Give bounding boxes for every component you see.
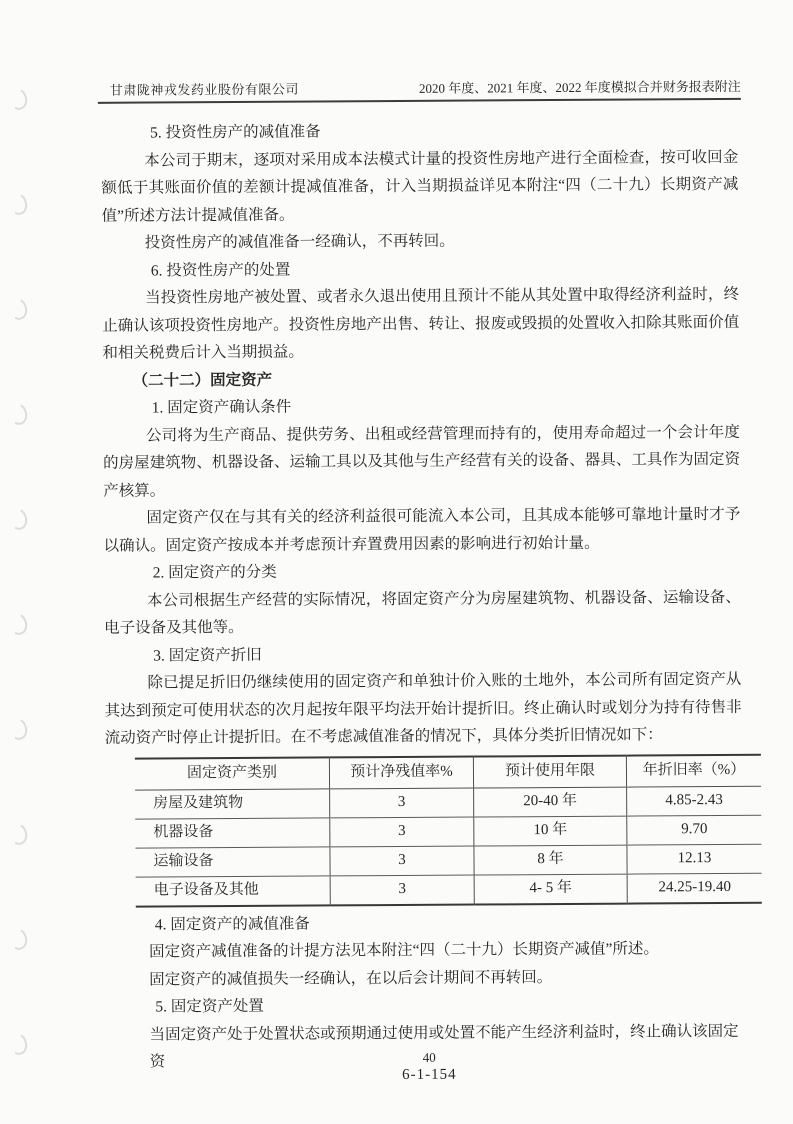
section-heading-fixed-assets: （二十二）固定资产 <box>132 371 273 390</box>
cell-useful-life: 20-40 年 <box>474 787 627 817</box>
cell-useful-life: 8 年 <box>474 845 627 875</box>
page-footer <box>4 1048 793 1087</box>
cell-annual-rate: 24.25-19.40 <box>627 873 762 903</box>
depreciation-table-head <box>135 754 761 789</box>
para-impairment-no-reversal-fixed: 固定资产的减值损失一经确认，在以后会计期间不再转回。 <box>149 968 553 989</box>
page-header <box>110 76 741 99</box>
cell-residual-rate: 3 <box>330 817 474 847</box>
header-cell-residual-rate: 预计净残值率% <box>329 756 473 788</box>
heading-fixed-asset-disposal: 5. 固定资产处置 <box>155 997 264 1016</box>
para-investment-disposal: 当投资性房地产被处置、或者永久退出使用且预计不能从其处置中取得经济利益时，终止确认该项投资性房地产。投资性房地产出售、转让、报废或毁损的处置收入扣除其账面价值和相关税费后计入当期损益。 <box>102 285 740 362</box>
para-fixed-asset-disposal: 当固定资产处于处置状态或预期通过使用或处置不能产生经济利益时，终止确认该固定资 <box>149 1022 739 1071</box>
cell-residual-rate: 3 <box>330 788 474 818</box>
doc-page-number: 6-1-154 <box>402 1066 457 1083</box>
table-header-row <box>135 754 761 789</box>
cell-useful-life: 10 年 <box>474 816 627 846</box>
para-recognition-measurement: 固定资产仅在与其有关的经济利益很可能流入本公司，且其成本能够可靠地计量时才予以确认。固定资产按成本并考虑预计弃置费用因素的影响进行初始计量。 <box>103 505 741 555</box>
depreciation-table <box>135 753 762 907</box>
cell-category: 运输设备 <box>135 846 330 876</box>
heading-fixed-asset-impairment: 4. 固定资产的减值准备 <box>154 915 310 933</box>
table-row <box>135 844 761 877</box>
report-title: 2020 年度、2021 年度、2022 年度模拟合并财务报表附注 <box>418 78 741 96</box>
para-depreciation-method: 除已提足折旧仍继续使用的固定资产和单独计价入账的土地外，本公司所有固定资产从其达到预定可使用状态的次月起按年限平均法开始计提折旧。终止确认时或划分为持有待售非流动资产时停止计提折旧。在不考虑减值准备的情况下，具体分类折旧情况如下： <box>104 670 742 747</box>
cell-annual-rate: 12.13 <box>627 844 762 874</box>
cell-annual-rate: 9.70 <box>627 815 762 845</box>
header-cell-category: 固定资产类别 <box>135 757 330 790</box>
cell-category: 房屋及建筑物 <box>135 788 330 818</box>
document-body <box>101 116 744 1076</box>
heading-investment-property-impairment: 5. 投资性房产的减值准备 <box>150 123 321 142</box>
cell-useful-life: 4- 5 年 <box>474 874 627 904</box>
table-row <box>135 815 761 848</box>
header-cell-annual-rate: 年折旧率（%） <box>626 754 761 786</box>
cell-category: 机器设备 <box>135 817 330 847</box>
cell-annual-rate: 4.85-2.43 <box>627 786 762 816</box>
para-impairment-method: 本公司于期末，逐项对采用成本法模式计量的投资性房地产进行全面检查，按可收回金额低于其账面价值的差额计提减值准备，计入当期损益详见本附注“四（二十九）长期资产减值”所述方法计提减值准备。 <box>101 148 739 225</box>
heading-classification: 2. 固定资产的分类 <box>152 563 277 582</box>
header-rule <box>98 98 741 104</box>
table-row <box>135 786 761 819</box>
para-recognition-scope: 公司将为生产商品、提供劳务、出租或经营管理而持有的，使用寿命超过一个会计年度的房屋建筑物、机器设备、运输工具以及其他与生产经营有关的设备、器具、工具作为固定资产核算。 <box>103 423 741 500</box>
page-number: 40 <box>422 1049 436 1065</box>
para-impairment-reference: 固定资产减值准备的计提方法见本附注“四（二十九）长期资产减值”所述。 <box>149 940 659 961</box>
cell-residual-rate: 3 <box>330 875 474 905</box>
heading-depreciation: 3. 固定资产折旧 <box>153 646 262 664</box>
heading-recognition-criteria: 1. 固定资产确认条件 <box>151 398 292 417</box>
header-cell-useful-life: 预计使用年限 <box>473 755 626 787</box>
para-classification: 本公司根据生产经营的实际情况，将固定资产分为房屋建筑物、机器设备、运输设备、电子设备及其他等。 <box>104 588 741 637</box>
para-impairment-no-reversal: 投资性房产的减值准备一经确认，不再转回。 <box>144 232 455 252</box>
cell-residual-rate: 3 <box>330 846 474 876</box>
depreciation-table-body <box>135 786 762 906</box>
heading-investment-property-disposal: 6. 投资性房产的处置 <box>150 261 291 279</box>
table-row <box>136 873 762 906</box>
company-name: 甘肃陇神戎发药业股份有限公司 <box>109 81 299 98</box>
cell-category: 电子设备及其他 <box>136 875 331 906</box>
